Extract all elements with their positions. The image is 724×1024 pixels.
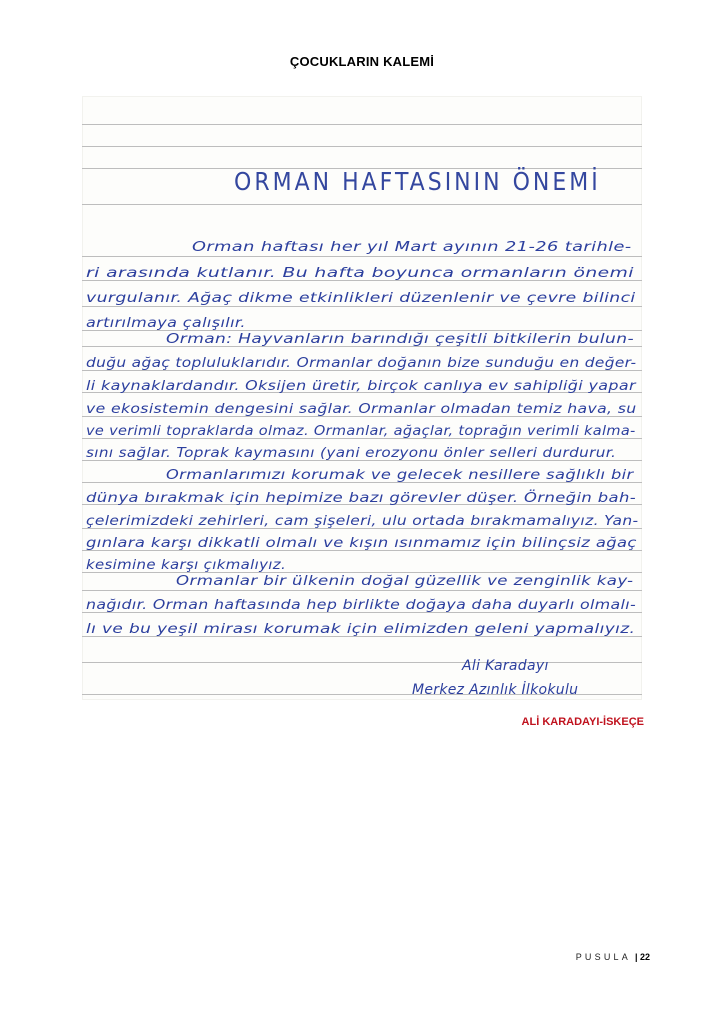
letter-line: ve verimli topraklarda olmaz. Ormanlar, ağaçlar, toprağın verimli kalma- bbox=[86, 424, 636, 439]
ruled-line bbox=[82, 204, 642, 205]
page-footer bbox=[576, 952, 650, 962]
letter-line: Orman: Hayvanların barındığı çeşitli bitkilerin bulun- bbox=[166, 332, 634, 347]
signature-school: Merkez Azınlık İlkokulu bbox=[412, 682, 579, 698]
signature-name: Ali Karadayı bbox=[462, 658, 549, 674]
handwritten-letter-image bbox=[82, 96, 642, 700]
letter-line: li kaynaklardandır. Oksijen üretir, birçok canlıya ev sahipliği yapar bbox=[86, 379, 636, 394]
footer-separator: | bbox=[634, 952, 638, 962]
letter-line: artırılmaya çalışılır. bbox=[86, 316, 246, 331]
letter-line: vurgulanır. Ağaç dikme etkinlikleri düzenlenir ve çevre bilinci bbox=[86, 291, 636, 306]
letter-line: çelerimizdeki zehirleri, cam şişeleri, ulu ortada bırakmamalıyız. Yan- bbox=[86, 514, 639, 529]
letter-line: kesimine karşı çıkmalıyız. bbox=[86, 558, 287, 573]
letter-line: lı ve bu yeşil mirası korumak için elimizden geleni yapmalıyız. bbox=[86, 622, 636, 637]
letter-line: ve ekosistemin dengesini sağlar. Ormanlar olmadan temiz hava, su bbox=[86, 402, 637, 417]
ruled-line bbox=[82, 146, 642, 147]
author-credit: ALİ KARADAYI-İSKEÇE bbox=[521, 716, 644, 728]
letter-line: nağıdır. Orman haftasında hep birlikte doğaya daha duyarlı olmalı- bbox=[86, 598, 637, 613]
ruled-line bbox=[82, 590, 642, 591]
page-title: ÇOCUKLARIN KALEMİ bbox=[289, 54, 435, 69]
letter-title: ORMAN HAFTASININ ÖNEMİ bbox=[234, 168, 601, 197]
letter-line: Ormanlar bir ülkenin doğal güzellik ve zenginlik kay- bbox=[176, 574, 634, 589]
ruled-line bbox=[82, 124, 642, 125]
letter-line: Ormanlarımızı korumak ve gelecek nesillere sağlıklı bir bbox=[166, 468, 634, 483]
letter-line: ri arasında kutlanır. Bu hafta boyunca ormanların önemi bbox=[86, 266, 634, 281]
publication-name: PUSULA bbox=[575, 952, 631, 962]
letter-line: sını sağlar. Toprak kaymasını (yani erozyonu önler selleri durdurur. bbox=[86, 446, 617, 461]
ruled-line bbox=[82, 662, 642, 663]
ruled-line bbox=[82, 256, 642, 257]
page-number: 22 bbox=[639, 952, 650, 962]
letter-line: dünya bırakmak için hepimize bazı görevler düşer. Örneğin bah- bbox=[86, 491, 637, 506]
letter-line: duğu ağaç topluluklarıdır. Ormanlar doğanın bize sunduğu en değer- bbox=[86, 356, 637, 371]
ruled-line bbox=[82, 306, 642, 307]
letter-line: gınlara karşı dikkatli olmalı ve kışın ısınmamız için bilinçsiz ağaç bbox=[86, 536, 637, 551]
letter-line: Orman haftası her yıl Mart ayının 21-26 tarihle- bbox=[192, 240, 632, 255]
